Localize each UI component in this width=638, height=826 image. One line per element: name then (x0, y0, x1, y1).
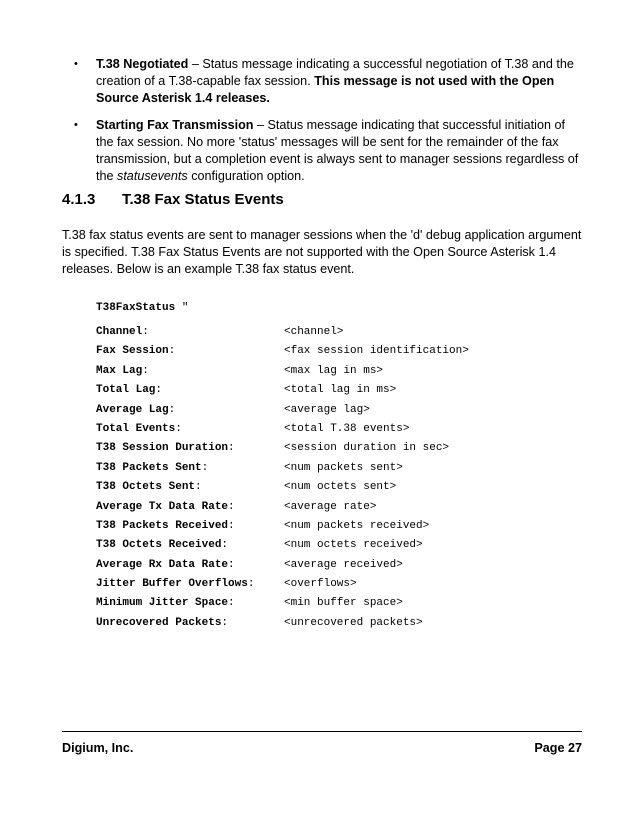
bullet-italic-term: statusevents (117, 169, 188, 183)
code-row (96, 617, 469, 636)
code-row (96, 539, 469, 558)
code-row (96, 345, 469, 364)
section-title: T.38 Fax Status Events (122, 191, 284, 208)
code-value: <num octets sent> (284, 481, 397, 494)
code-value: <fax session identification> (284, 345, 469, 358)
section-heading (62, 191, 284, 208)
code-row (96, 559, 469, 578)
bullet-text-after: configuration option. (187, 169, 305, 183)
code-row (96, 481, 469, 500)
code-key: T38 Packets Sent: (96, 461, 209, 474)
footer-rule (62, 731, 582, 732)
code-key: T38 Session Duration: (96, 442, 235, 455)
code-value: <num packets sent> (284, 461, 403, 474)
code-key: Total Events: (96, 422, 182, 435)
body-paragraph: T.38 fax status events are sent to manager sessions when the 'd' debug application argument is specified. T.38 Fax Status Events are not supported with the Open Source Asterisk 1.4 releases. Below is an example T.38 fax status event. (62, 228, 582, 276)
code-value: <average lag> (284, 403, 370, 416)
code-row (96, 442, 469, 461)
code-value: <num packets received> (284, 519, 430, 532)
footer-company: Digium, Inc. (62, 741, 134, 755)
bullet-t38-negotiated (62, 56, 582, 107)
bullet-term: Starting Fax Transmission (96, 118, 254, 132)
bullet-dot-icon: • (74, 58, 78, 70)
footer-page-number: Page 27 (534, 741, 582, 755)
code-key: Average Lag: (96, 403, 176, 416)
code-value: <average received> (284, 558, 403, 571)
code-rows (96, 326, 469, 636)
code-key: Max Lag: (96, 364, 149, 377)
bullet-bold-note: This message is not used with the Open Source Asterisk 1.4 releases. (96, 74, 555, 105)
page-footer (62, 741, 582, 755)
code-row (96, 423, 469, 442)
code-value: <total T.38 events> (284, 422, 410, 435)
bullet-dot-icon: • (74, 119, 78, 131)
code-row (96, 462, 469, 481)
code-row (96, 404, 469, 423)
bullet-term: T.38 Negotiated (96, 57, 189, 71)
code-key: Jitter Buffer Overflows: (96, 578, 255, 591)
code-title: T38FaxStatus " (96, 302, 189, 314)
code-value: <max lag in ms> (284, 364, 384, 377)
code-row (96, 520, 469, 539)
code-value: <overflows> (284, 578, 357, 591)
code-key: T38 Packets Received: (96, 519, 235, 532)
code-key: Minimum Jitter Space: (96, 597, 235, 610)
section-number: 4.1.3 (62, 191, 96, 208)
code-row (96, 365, 469, 384)
code-key: Fax Session: (96, 345, 176, 358)
bullet-starting-fax-transmission (62, 117, 582, 185)
code-value: <unrecovered packets> (284, 616, 423, 629)
code-key: Average Tx Data Rate: (96, 500, 235, 513)
code-key: Total Lag: (96, 384, 163, 397)
code-row (96, 384, 469, 403)
bullet-text: – Status message indicating a successful negotiation of T.38 and the creation of a T.38-capable fax session. (96, 57, 574, 88)
code-value: <channel> (284, 326, 344, 338)
code-row (96, 597, 469, 616)
code-key: T38 Octets Sent: (96, 481, 202, 494)
code-value: <session duration in sec> (284, 442, 450, 455)
code-value: <average rate> (284, 500, 377, 513)
bullet-text: – Status message indicating that successful initiation of the fax session. No more 'status' messages will be sent for the remainder of the fax transmission, but a completion event is always sent to manager sessions regardless of the (96, 118, 579, 183)
code-row (96, 578, 469, 597)
bullet-list (62, 56, 582, 195)
code-row (96, 501, 469, 520)
code-key: Unrecovered Packets: (96, 616, 229, 629)
code-key: T38 Octets Received: (96, 539, 229, 552)
code-block (96, 302, 469, 636)
code-key: Channel: (96, 326, 149, 338)
code-key: Average Rx Data Rate: (96, 558, 235, 571)
code-value: <num octets received> (284, 539, 423, 552)
code-value: <min buffer space> (284, 597, 403, 610)
code-value: <total lag in ms> (284, 384, 397, 397)
code-row (96, 326, 469, 345)
